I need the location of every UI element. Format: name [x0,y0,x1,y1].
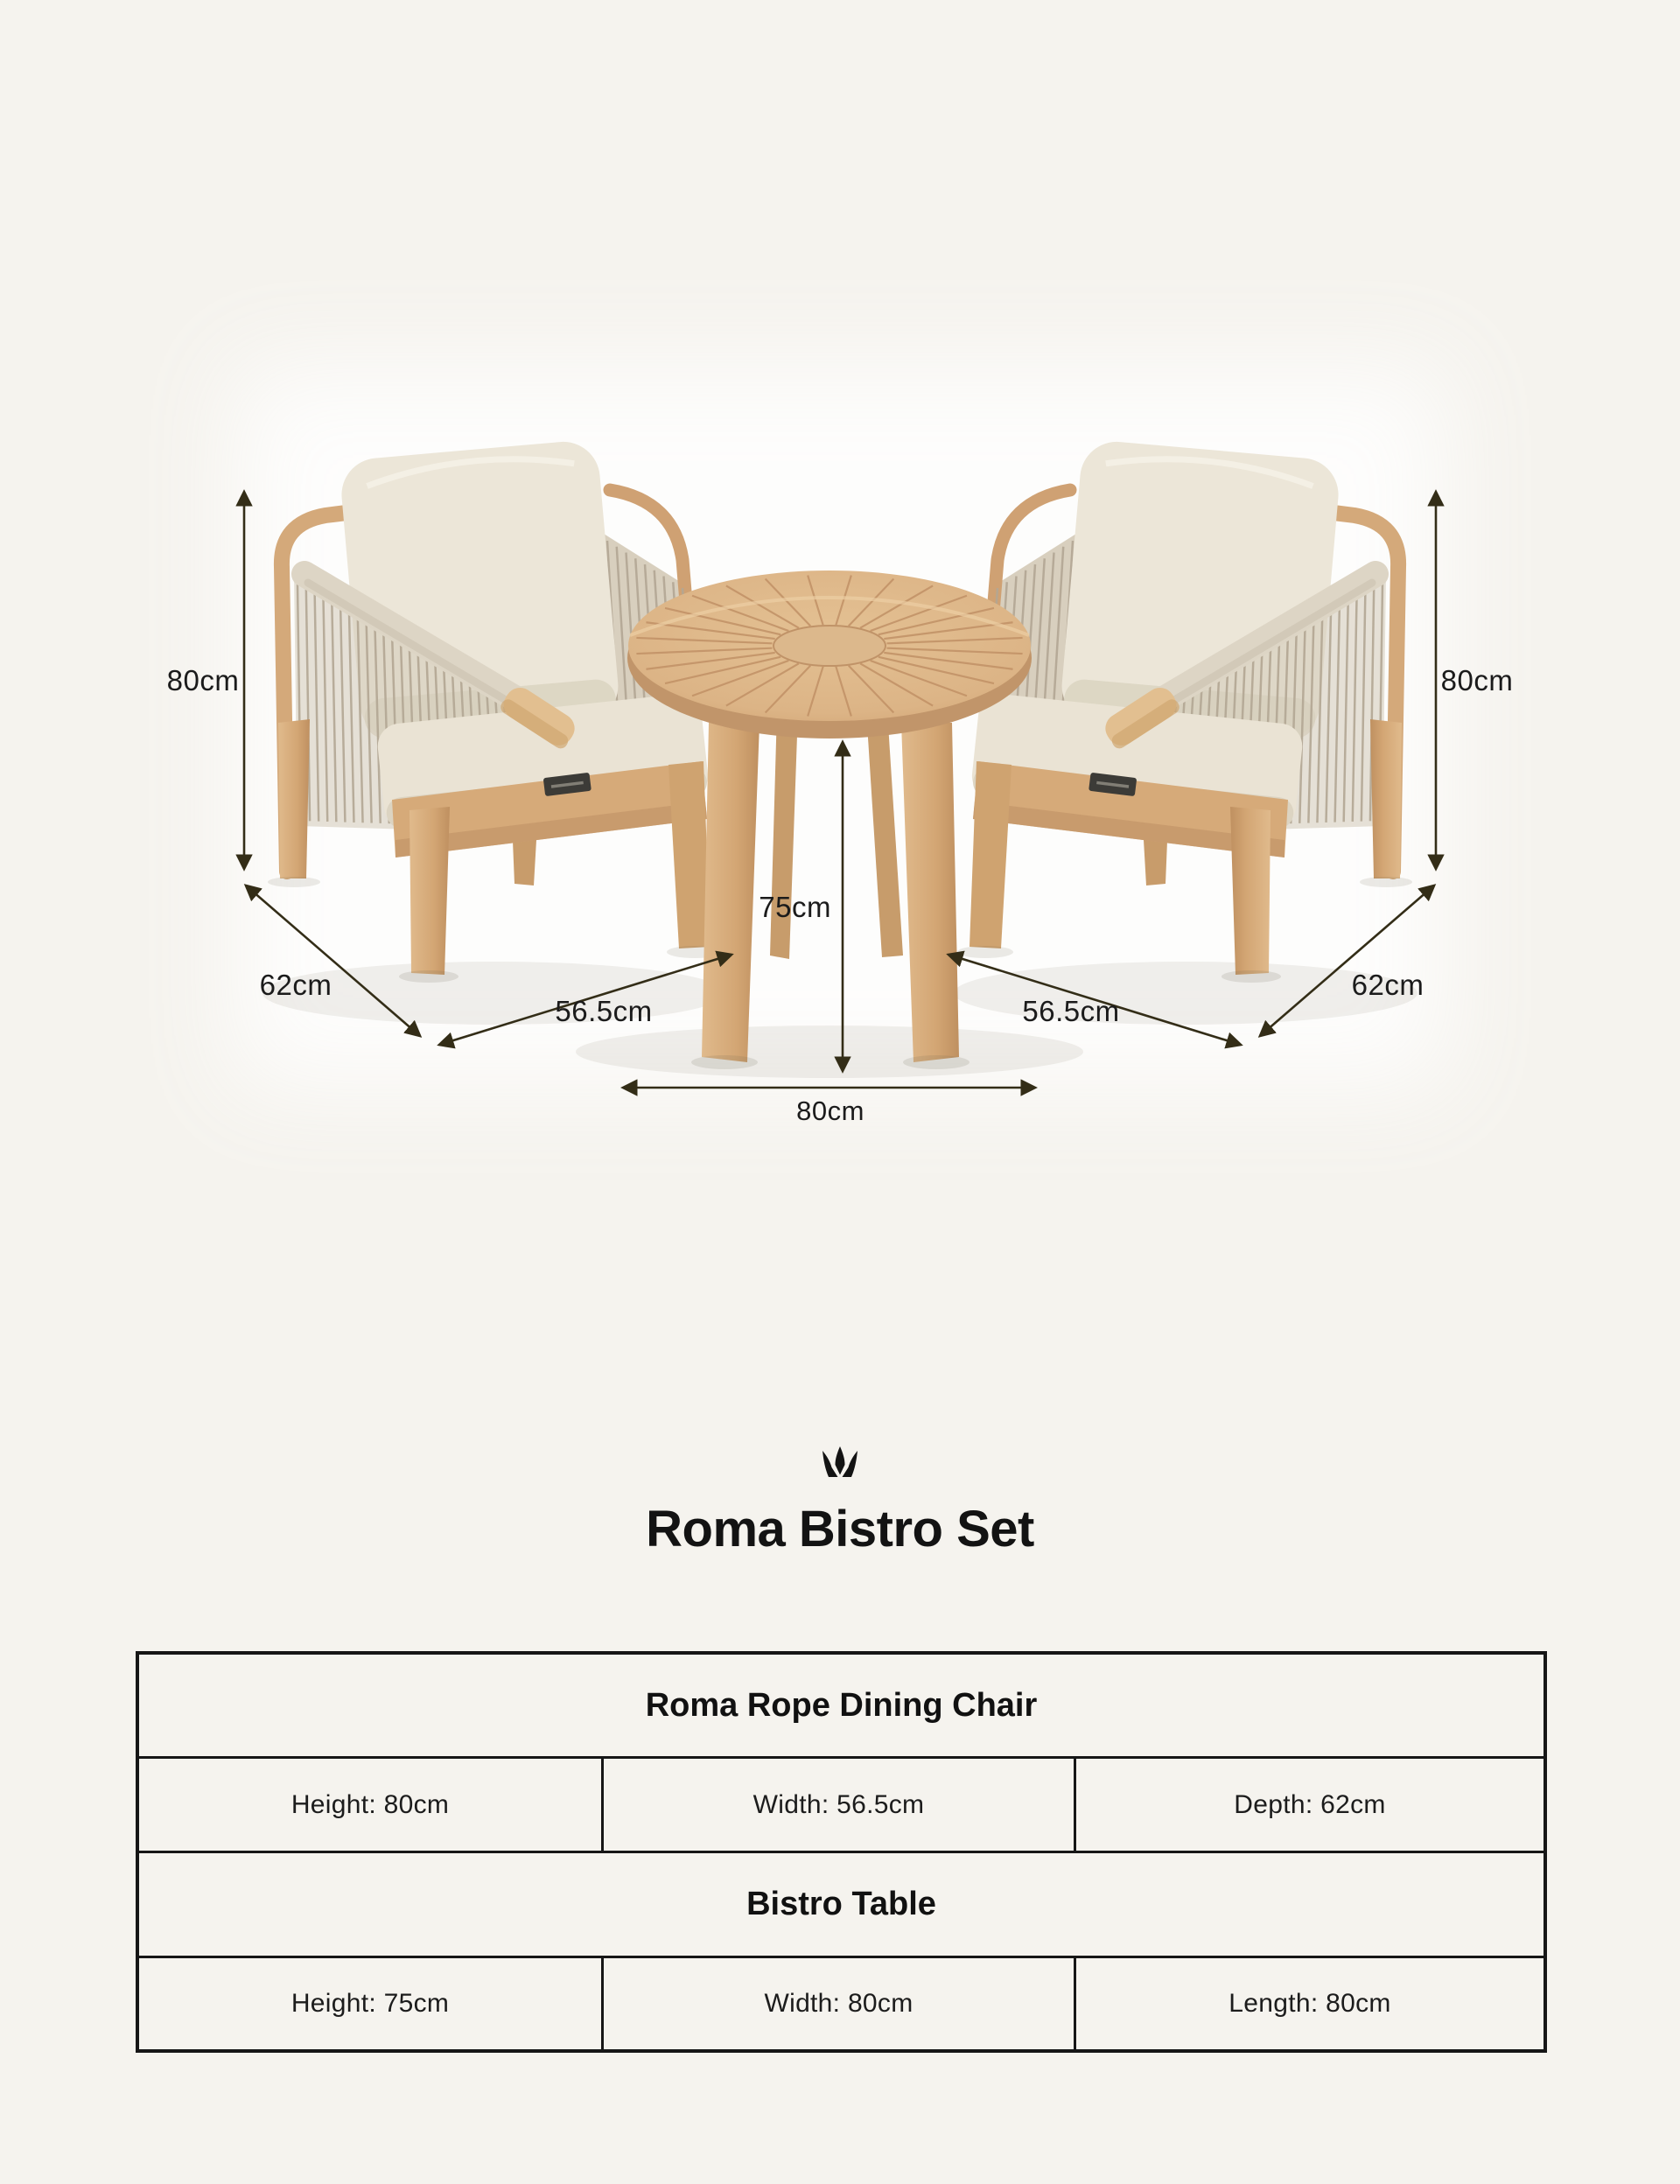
table-shadow [576,1026,1083,1078]
spec-cell-table-length: Length: 80cm [1228,1989,1391,2018]
spec-row-chair [139,1759,1544,1853]
spec-cell-chair-width: Width: 56.5cm [604,1759,1076,1851]
dim-label-chair-depth-left: 62cm [259,969,332,1001]
spec-cell-chair-height: Height: 80cm [139,1759,604,1851]
dim-label-chair-width-right: 56.5cm [1022,995,1120,1027]
dim-label-chair-height-right: 80cm [1440,664,1514,696]
tabletop-center-circle [774,626,886,666]
foot-shadow [903,1055,970,1069]
crown-icon [817,1446,863,1480]
foot-shadow [691,1055,758,1069]
spec-section-header-table: Bistro Table [139,1853,1544,1958]
spec-cell-table-height: Height: 75cm [139,1958,604,2049]
spec-cell-chair-depth: Depth: 62cm [1234,1789,1386,1819]
spec-cell-table-width: Width: 80cm [604,1958,1076,2049]
spec-table [136,1651,1547,2053]
dim-label-chair-width-left: 56.5cm [555,995,653,1027]
spec-section-header-chair: Roma Rope Dining Chair [139,1655,1544,1759]
page-title: Roma Bistro Set [646,1501,1034,1558]
dim-label-chair-height-left: 80cm [166,664,240,696]
spec-row-table [139,1958,1544,2049]
dim-label-table-height: 75cm [759,891,831,923]
dim-label-chair-depth-right: 62cm [1351,969,1424,1001]
dim-label-table-width: 80cm [796,1096,864,1126]
